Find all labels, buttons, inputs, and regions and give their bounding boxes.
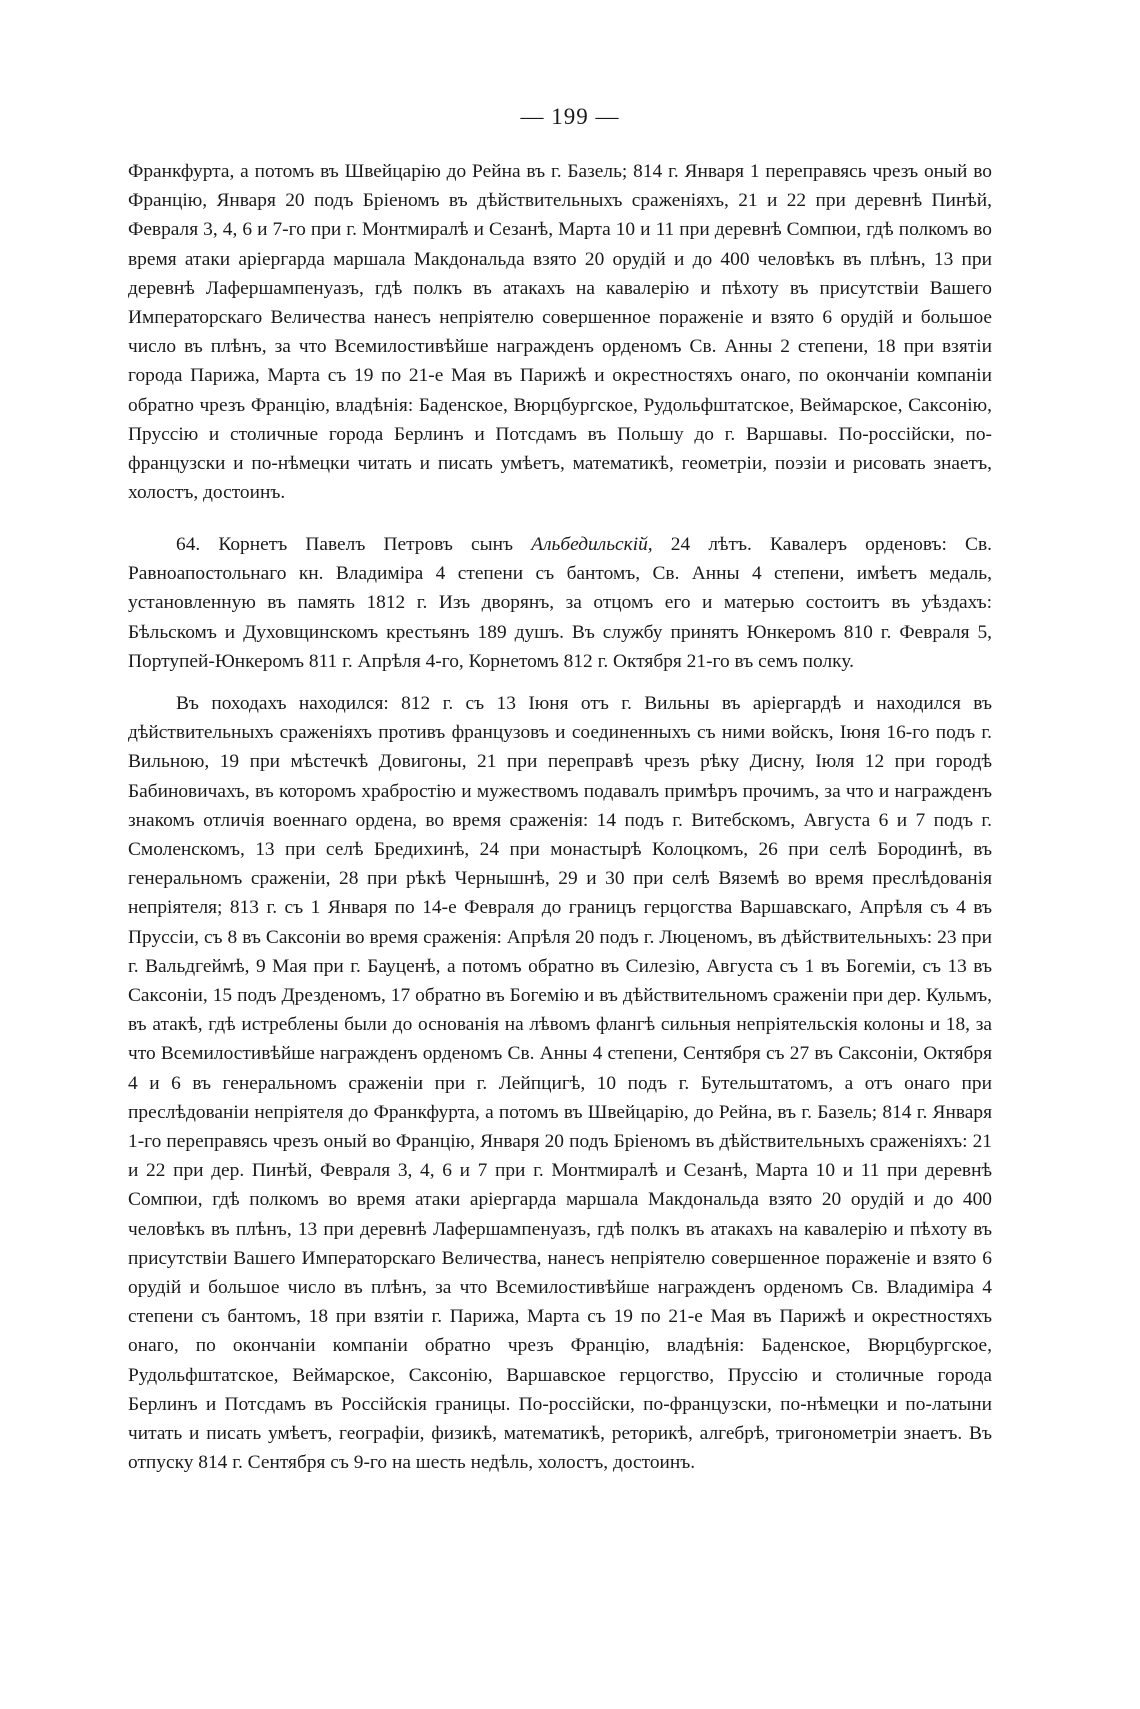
paragraph-entry-64: [128, 530, 992, 676]
campaigns-text: Въ походахъ находился: 812 г. съ 13 Іюня отъ г. Вильны въ аріергардѣ и находился въ дѣйствительныхъ сраженіяхъ противъ французовъ и соединенныхъ съ ними войскъ, Іюня 16-го подъ г. Вильною, 19 при мѣстечкѣ Довигоны, 21 при переправѣ чрезъ рѣку Дисну, Іюля 12 при городѣ Бабиновичахъ, въ которомъ храбростію и мужествомъ подавалъ примѣръ прочимъ, за что и награжденъ знакомъ отличія военнаго ордена, во время сраженія: 14 подъ г. Витебскомъ, Августа 6 и 7 подъ г. Смоленскомъ, 13 при селѣ Бредихинѣ, 24 при монастырѣ Колоцкомъ, 26 при селѣ Бородинѣ, въ генеральномъ сраженіи, 28 при рѣкѣ Чернышнѣ, 29 и 30 при селѣ Вяземѣ во время преслѣдованія непріятеля; 813 г. съ 1 Января по 14-е Февраля до границъ герцогства Варшавскаго, Апрѣля съ 4 въ Пруссіи, съ 8 въ Саксоніи во время сраженія: Апрѣля 20 подъ г. Люценомъ, въ дѣйствительныхъ: 23 при г. Вальдгеймѣ, 9 Мая при г. Бауценѣ, а потомъ обратно въ Силезію, Августа съ 1 въ Богеміи, съ 13 въ Саксоніи, 15 подъ Дрезденомъ, 17 обратно въ Богемію и въ дѣйствительномъ сраженіи при дер. Кульмъ, въ атакѣ, гдѣ истреблены были до основанія на лѣвомъ флангѣ сильныя непріятельскія колоны и 18, за что Всемилостивѣйше награжденъ орденомъ Св. Анны 4 степени, Сентября съ 27 въ Саксоніи, Октября 4 и 6 въ генеральномъ сраженіи при г. Лейпцигѣ, 10 подъ г. Бутельштатомъ, а отъ онаго при преслѣдованіи непріятеля до Франкфурта, а потомъ въ Швейцарію, до Рейна, въ г. Базель; 814 г. Января 1-го переправясь чрезъ оный во Францію, Января 20 подъ Бріеномъ въ дѣйствительныхъ сраженіяхъ: 21 и 22 при дер. Пинѣй, Февраля 3, 4, 6 и 7 при г. Монтмиралѣ и Сезанѣ, Марта 10 и 11 при деревнѣ Сомпюи, гдѣ полкомъ во время атаки аріергарда маршала Макдональда взято 20 орудій и до 400 человѣкъ въ плѣнъ, 13 при деревнѣ Лафершампенуазъ, гдѣ полкъ въ атакахъ на кавалерію и пѣхоту въ присутствіи Вашего Императорскаго Величества, нанесъ непріятелю совершенное пораженіе и взято 6 орудій и большое число въ плѣнъ, за что Всемилостивѣйше награжденъ орденомъ Св. Владиміра 4 степени съ бантомъ, 18 при взятіи г. Парижа, Марта съ 19 по 21-е Мая въ Парижѣ и окрестностяхъ онаго, по окончаніи компаніи обратно чрезъ Францію, владѣнія: Баденское, Вюрцбургское, Рудольфштатское, Веймарское, Саксонію, Варшавское герцогство, Пруссію и столичные города Берлинъ и Потсдамъ въ Россійскія границы. По-россійски, по-французски, по-нѣмецки и по-латыни читать и писать умѣетъ, географіи, физикѣ, математикѣ, реторикѣ, алгебрѣ, тригонометріи знаетъ. Въ отпуску 814 г. Сентября съ 9-го на шесть недѣль, холостъ, достоинъ.: [128, 693, 992, 1474]
page-number: — 199 —: [520, 104, 620, 129]
officer-surname: Альбедильскій,: [531, 534, 653, 555]
paragraph-text: Франкфурта, а потомъ въ Швейцарію до Рейна въ г. Базель; 814 г. Января 1 переправясь чрезъ оный во Францію, Января 20 подъ Бріеномъ въ дѣйствительныхъ сраженіяхъ, 21 и 22 при деревнѣ Пинѣй, Февраля 3, 4, 6 и 7-го при г. Монтмиралѣ и Сезанѣ, Марта 10 и 11 при деревнѣ Сомпюи, гдѣ полкомъ во время атаки аріергарда маршала Макдональда взято 20 орудій и до 400 человѣкъ въ плѣнъ, 13 при деревнѣ Лафершампенуазъ, гдѣ полкъ въ атакахъ на кавалерію и пѣхоту въ присутствіи Вашего Императорскаго Величества нанесъ непріятелю совершенное пораженіе и взято 6 орудій и большое число въ плѣнъ, за что Всемилостивѣйше награжденъ орденомъ Св. Анны 2 степени, 18 при взятіи города Парижа, Марта съ 19 по 21-е Мая въ Парижѣ и окрестностяхъ онаго, по окончаніи компаніи обратно чрезъ Францію, владѣнія: Баденское, Вюрцбургское, Рудольфштатское, Веймарское, Саксонію, Пруссію и столичные города Берлинъ и Потсдамъ въ Польшу до г. Варшавы. По-россійски, по-французски и по-нѣмецки читать и писать умѣетъ, математикѣ, геометріи, поэзіи и рисовать знаетъ, холостъ, достоинъ.: [128, 161, 992, 504]
entry-64-details: 24 лѣтъ. Кавалеръ орденовъ: Св. Равноапостольнаго кн. Владиміра 4 степени съ бантомъ, Св. Анны 4 степени, имѣетъ медаль, установленную въ память 1812 г. Изъ дворянъ, за отцомъ его и матерью состоитъ въ уѣздахъ: Бѣльскомъ и Духовщинскомъ крестьянъ 189 душъ. Въ службу принятъ Юнкеромъ 810 г. Февраля 5, Портупей-Юнкеромъ 811 г. Апрѣля 4-го, Корнетомъ 812 г. Октября 21-го въ семъ полку.: [128, 534, 992, 672]
entry-64-lead: 64. Корнетъ Павелъ Петровъ сынъ: [176, 534, 532, 555]
paragraph-campaigns: [128, 689, 992, 1477]
paragraph-continuation: [128, 157, 992, 507]
entry-64-intro: [128, 530, 992, 676]
